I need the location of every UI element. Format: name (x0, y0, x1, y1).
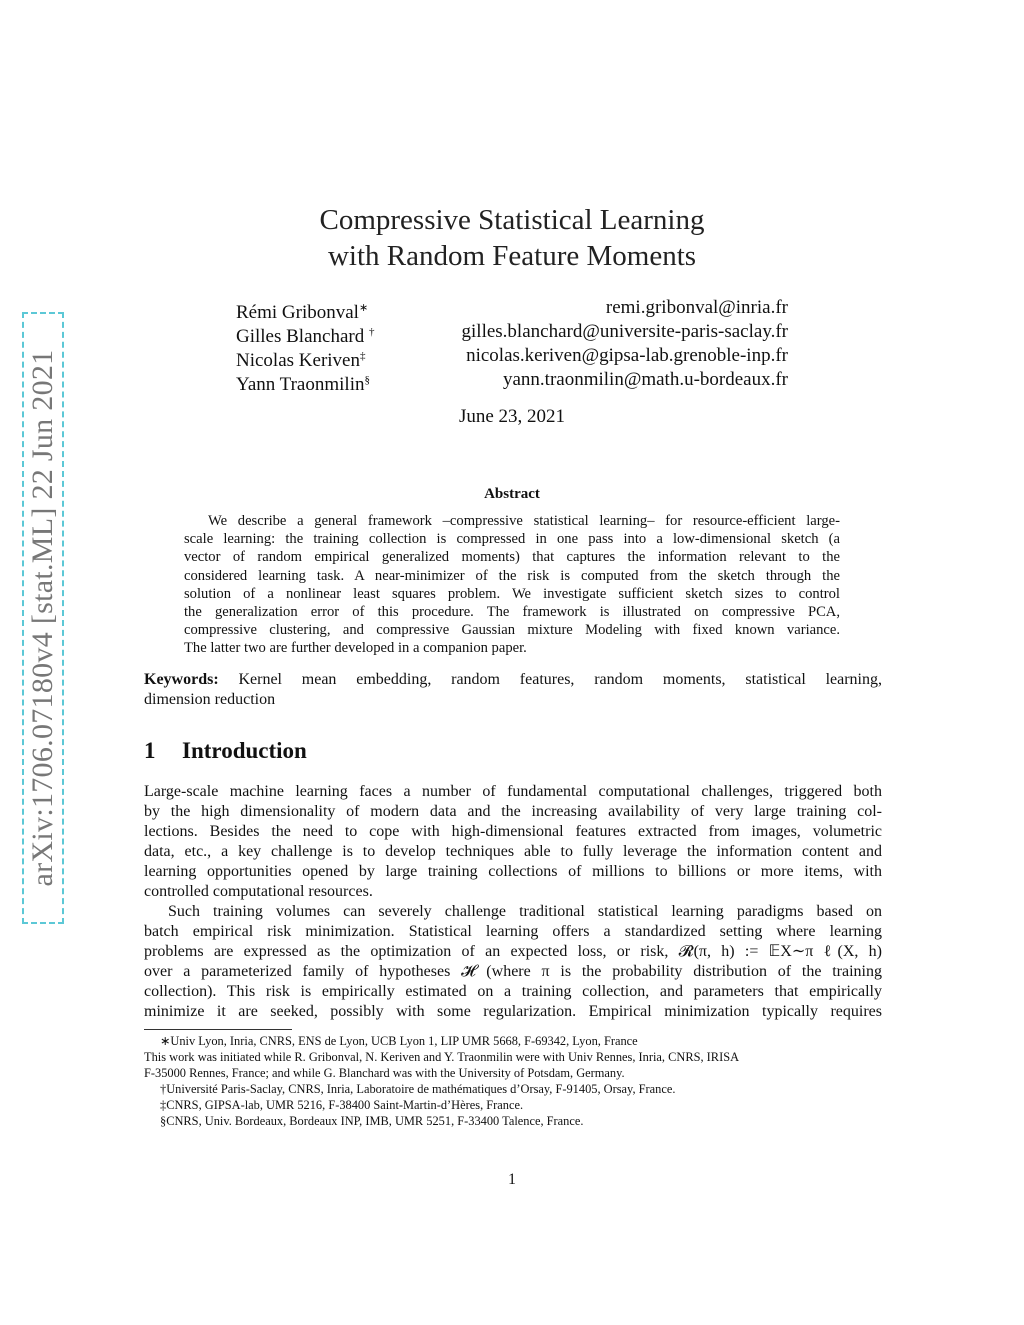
author-name: Nicolas Keriven‡ (236, 350, 366, 371)
abstract-line: the generalization error of this procedure. The framework is illustrated on compressive PCA, (184, 604, 840, 621)
author-email[interactable]: yann.traonmilin@math.u-bordeaux.fr (503, 369, 788, 390)
section-number: 1 (144, 738, 156, 763)
body-line: by the high dimensionality of modern data and the increasing availability of very large training col- (144, 803, 882, 820)
footnote-line: ∗Univ Lyon, Inria, CNRS, ENS de Lyon, UCB Lyon 1, LIP UMR 5668, F-69342, Lyon, France (160, 1034, 638, 1048)
author-block (236, 296, 788, 395)
body-line: problems are expressed as the optimization of an expected loss, or risk, 𝓡(π, h) := 𝔼X∼π ℓ(X, h) (144, 943, 882, 960)
abstract-heading: Abstract (484, 486, 540, 502)
footnote-rule (144, 1029, 292, 1030)
paper-title-line-2: with Random Feature Moments (327, 240, 697, 272)
abstract-line: scale learning: the training collection is compressed in one pass into a low-dimensional sketch (a (184, 531, 840, 548)
keywords-line: Keywords: Kernel mean embedding, random features, random moments, statistical learning, (144, 671, 882, 688)
abstract-line: We describe a general framework –compressive statistical learning– for resource-efficient large- (208, 513, 840, 529)
body-line: data, etc., a key challenge is to develop techniques able to fully leverage the information content and (144, 843, 882, 860)
abstract-line: considered learning task. A near-minimizer of the risk is computed from the sketch through the (184, 567, 840, 584)
body-line: minimize it are seeked, possibly with some regularization. Empirical minimization typically requires (144, 1003, 882, 1020)
author-name: Gilles Blanchard † (236, 326, 375, 347)
abstract-line: solution of a nonlinear least squares problem. We investigate sufficient sketch sizes to control (184, 585, 840, 602)
abstract-line: The latter two are further developed in a companion paper. (184, 640, 527, 657)
section-heading (144, 738, 307, 764)
keywords (144, 670, 882, 710)
arxiv-identifier[interactable]: arXiv:1706.07180v4 [stat.ML] 22 Jun 2021 (26, 349, 59, 887)
footnote-line: §CNRS, Univ. Bordeaux, Bordeaux INP, IMB, UMR 5251, F-33400 Talence, France. (160, 1114, 584, 1128)
author-name: Yann Traonmilin§ (236, 374, 370, 395)
page-number: 1 (508, 1171, 516, 1188)
author-email[interactable]: remi.gribonval@inria.fr (605, 297, 788, 318)
body-line: Such training volumes can severely challenge traditional statistical learning paradigms based on (168, 903, 882, 920)
author-row (236, 344, 788, 371)
body-line: over a parameterized family of hypotheses 𝓗 (where π is the probability distribution of the training (144, 963, 882, 980)
body-line: collection). This risk is empirically estimated on a training collection, and parameters that empirically (144, 983, 882, 1000)
paper-title-line-1: Compressive Statistical Learning (319, 204, 705, 236)
body-line: learning opportunities opened by large training collections of millions to billions or more items, with (144, 863, 882, 880)
keywords-line: dimension reduction (144, 691, 276, 708)
abstract-line: vector of random empirical generalized moments) that captures the information relevant to the (184, 549, 840, 566)
author-row (236, 296, 788, 323)
body-line: Large-scale machine learning faces a number of fundamental computational challenges, triggered both (144, 783, 882, 800)
author-row (236, 320, 788, 347)
author-row (236, 368, 788, 395)
footnote-line: F-35000 Rennes, France; and while G. Blanchard was with the University of Potsdam, Germany. (144, 1066, 625, 1080)
footnotes (144, 1033, 882, 1129)
author-name: Rémi Gribonval∗ (236, 302, 369, 323)
author-email[interactable]: nicolas.keriven@gipsa-lab.grenoble-inp.fr (466, 345, 788, 366)
publication-date: June 23, 2021 (458, 406, 566, 427)
body-line: lections. Besides the need to cope with high-dimensional features extracted from images, volumetric (144, 823, 882, 840)
section-title: Introduction (182, 738, 307, 763)
author-email[interactable]: gilles.blanchard@universite-paris-saclay.fr (461, 321, 788, 342)
footnote-line: This work was initiated while R. Gribonval, N. Keriven and Y. Traonmilin were with Univ Rennes, Inria, CNRS, IRISA (144, 1050, 740, 1064)
footnote-line: †Université Paris-Saclay, CNRS, Inria, Laboratoire de mathématiques d’Orsay, F-91405, Orsay, France. (160, 1082, 676, 1096)
body-text (144, 782, 882, 1022)
abstract-line: compressive clustering, and compressive Gaussian mixture Modeling with fixed known variance. (184, 622, 840, 639)
keywords-label: Keywords: (144, 671, 219, 688)
body-line: controlled computational resources. (144, 883, 373, 900)
abstract-text (184, 512, 840, 658)
footnote-line: ‡CNRS, GIPSA-lab, UMR 5216, F-38400 Saint-Martin-d’Hères, France. (160, 1098, 524, 1112)
body-line: batch empirical risk minimization. Statistical learning offers a standardized setting where learning (144, 923, 882, 940)
